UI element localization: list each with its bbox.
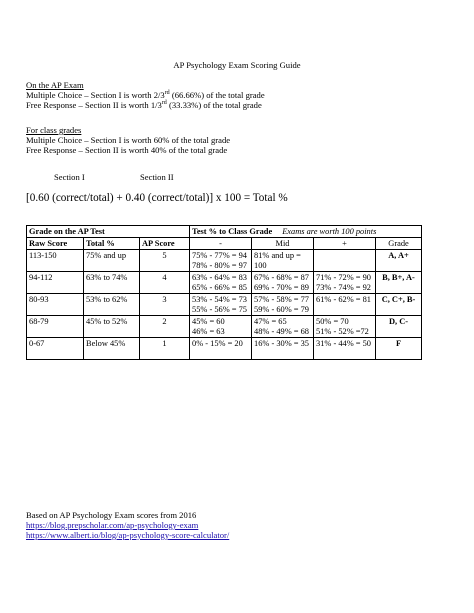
mid-cell-line: 67% - 68% = 87	[254, 273, 309, 282]
mid-cell-line: 100	[254, 261, 267, 270]
plus-cell-line	[316, 261, 373, 271]
minus-cell-line: 45% = 60	[192, 317, 225, 326]
raw-score-cell	[27, 338, 84, 360]
total-pct-cell-line: 53% to 62%	[86, 295, 128, 304]
grade-cell	[376, 250, 422, 272]
minus-cell	[190, 338, 252, 360]
table-row	[27, 316, 422, 338]
ap-score-cell-line: 4	[162, 273, 167, 282]
plus-cell-line	[316, 305, 373, 315]
col-total-pct: Total %	[84, 238, 140, 250]
plus-cell-line: 31% - 44% = 50	[316, 339, 371, 348]
raw-score-cell-line: 113-150	[29, 251, 57, 260]
table-header-row	[27, 226, 422, 238]
mid-cell-line: 59% - 60% = 79	[254, 305, 309, 314]
table-row	[27, 272, 422, 294]
mid-cell	[252, 294, 314, 316]
col-mid: Mid	[252, 238, 314, 250]
link-albert[interactable]: https://www.albert.io/blog/ap-psychology-score-calculator/	[26, 530, 230, 540]
class-grades-heading: For class grades	[26, 125, 82, 135]
minus-cell	[190, 250, 252, 272]
total-pct-cell	[84, 272, 140, 294]
raw-score-cell-line: 0-67	[29, 339, 45, 348]
total-pct-cell	[84, 316, 140, 338]
raw-score-cell	[27, 272, 84, 294]
col-plus: +	[314, 238, 376, 250]
minus-cell-line: 63% - 64% = 83	[192, 273, 247, 282]
minus-cell-line: 75% - 77% = 94	[192, 251, 247, 260]
mid-cell	[252, 316, 314, 338]
minus-cell-line: 55% - 56% = 75	[192, 305, 247, 314]
plus-cell	[314, 338, 376, 360]
minus-cell	[190, 294, 252, 316]
total-pct-cell-line: 45% to 52%	[86, 317, 128, 326]
class-fr-line: Free Response – Section II is worth 40% of the total grade	[26, 145, 228, 155]
plus-cell-line: 71% - 72% = 90	[316, 273, 371, 282]
plus-cell	[314, 294, 376, 316]
plus-cell	[314, 316, 376, 338]
plus-cell-line	[316, 251, 373, 261]
raw-score-cell-line: 68-79	[29, 317, 49, 326]
mid-cell	[252, 272, 314, 294]
raw-score-cell	[27, 250, 84, 272]
grade-cell	[376, 316, 422, 338]
table-row	[27, 250, 422, 272]
grade-cell-line: C, C+, B-	[381, 295, 416, 304]
mid-cell	[252, 250, 314, 272]
grade-cell-line: F	[395, 339, 402, 348]
table-column-row	[27, 238, 422, 250]
header-class-grade: Test % to Class Grade Exams are worth 100 points	[190, 226, 422, 238]
table-row	[27, 294, 422, 316]
minus-cell-line: 46% = 63	[192, 327, 225, 336]
raw-score-cell-line: 94-112	[29, 273, 53, 282]
col-ap-score: AP Score	[140, 238, 190, 250]
ap-score-cell-line: 2	[162, 317, 167, 326]
section-2-label: Section II	[140, 172, 174, 182]
col-raw-score: Raw Score	[27, 238, 84, 250]
table-row	[27, 338, 422, 360]
mid-cell-line: 69% - 70% = 89	[254, 283, 309, 292]
link-prepscholar[interactable]: https://blog.prepscholar.com/ap-psychology-exam	[26, 520, 199, 530]
scoring-table	[26, 225, 422, 360]
col-minus: -	[190, 238, 252, 250]
mid-cell	[252, 338, 314, 360]
section-1-label: Section I	[54, 172, 85, 182]
ap-mc-line: Multiple Choice – Section I is worth 2/3rd (66.66%) of the total grade	[26, 90, 265, 100]
header-note: Exams are worth 100 points	[282, 227, 377, 236]
plus-cell-line: 51% - 52% =72	[316, 327, 369, 336]
minus-cell	[190, 272, 252, 294]
class-mc-line: Multiple Choice – Section I is worth 60% of the total grade	[26, 135, 231, 145]
raw-score-cell-line: 80-93	[29, 295, 49, 304]
ap-exam-heading: On the AP Exam	[26, 80, 84, 90]
mid-cell-line: 48% - 49% = 68	[254, 327, 309, 336]
minus-cell-line: 78% - 80% = 97	[192, 261, 247, 270]
minus-cell-line: 53% - 54% = 73	[192, 295, 247, 304]
ap-score-cell	[140, 272, 190, 294]
grade-cell-line: A, A+	[388, 251, 409, 260]
mid-cell-line: 81% and up =	[254, 251, 301, 260]
total-pct-cell	[84, 250, 140, 272]
ap-score-cell-line: 1	[162, 339, 167, 348]
plus-cell-line: 61% - 62% = 81	[316, 295, 371, 304]
minus-cell-line	[192, 349, 249, 359]
footer-note: Based on AP Psychology Exam scores from 2016	[26, 510, 197, 520]
minus-cell-line: 0% - 15% = 20	[192, 339, 243, 348]
ap-score-cell	[140, 250, 190, 272]
page-title: AP Psychology Exam Scoring Guide	[173, 60, 301, 70]
raw-score-cell	[27, 294, 84, 316]
mid-cell-line: 16% - 30% = 35	[254, 339, 309, 348]
plus-cell	[314, 272, 376, 294]
ap-score-cell	[140, 338, 190, 360]
grade-cell	[376, 294, 422, 316]
total-pct-cell	[84, 338, 140, 360]
ap-score-cell-line: 5	[162, 251, 167, 260]
total-pct-cell-line: Below 45%	[86, 339, 126, 348]
ap-score-cell-line: 3	[162, 295, 167, 304]
ap-score-cell	[140, 316, 190, 338]
plus-cell-line	[316, 349, 373, 359]
minus-cell	[190, 316, 252, 338]
grade-cell	[376, 338, 422, 360]
plus-cell-line: 73% - 74% = 92	[316, 283, 371, 292]
mid-cell-line	[254, 349, 311, 359]
plus-cell-line: 50% = 70	[316, 317, 349, 326]
grade-cell-line: B, B+, A-	[382, 273, 415, 282]
formula: [0.60 (correct/total) + 0.40 (correct/total)] x 100 = Total %	[26, 192, 288, 204]
minus-cell-line: 65% - 66% = 85	[192, 283, 247, 292]
header-ap-test: Grade on the AP Test	[27, 226, 190, 238]
grade-cell	[376, 272, 422, 294]
total-pct-cell-line: 63% to 74%	[86, 273, 128, 282]
ap-score-cell	[140, 294, 190, 316]
grade-cell-line: D, C-	[388, 317, 409, 326]
mid-cell-line: 57% - 58% = 77	[254, 295, 309, 304]
col-grade: Grade	[376, 238, 422, 250]
total-pct-cell	[84, 294, 140, 316]
raw-score-cell	[27, 316, 84, 338]
ap-fr-line: Free Response – Section II is worth 1/3rd (33.33%) of the total grade	[26, 100, 262, 110]
plus-cell	[314, 250, 376, 272]
mid-cell-line: 47% = 65	[254, 317, 287, 326]
total-pct-cell-line: 75% and up	[86, 251, 127, 260]
